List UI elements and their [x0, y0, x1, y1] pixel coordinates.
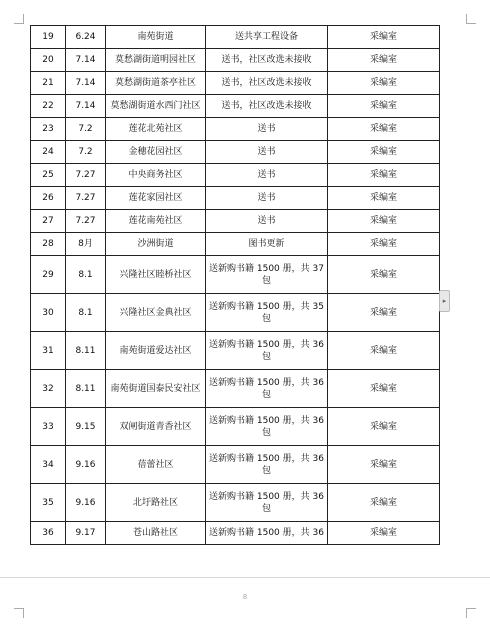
table-row [31, 210, 440, 233]
date-cell: 8.11 [66, 332, 106, 370]
date-cell: 6.24 [66, 26, 106, 49]
expand-handle-icon[interactable]: ▸ [439, 290, 450, 312]
date-cell: 7.2 [66, 118, 106, 141]
table-row [31, 26, 440, 49]
department-cell: 采编室 [328, 370, 440, 408]
date-cell: 8.1 [66, 294, 106, 332]
date-cell: 7.14 [66, 95, 106, 118]
location-cell: 莲花家园社区 [106, 187, 206, 210]
date-cell: 7.14 [66, 49, 106, 72]
page-corner-mark [466, 608, 476, 618]
location-cell: 兴隆社区睦桥社区 [106, 256, 206, 294]
location-cell: 蓓蕾社区 [106, 446, 206, 484]
location-cell: 莫愁湖街道茶亭社区 [106, 72, 206, 95]
row-number-cell: 22 [31, 95, 66, 118]
row-number-cell: 20 [31, 49, 66, 72]
table-row [31, 408, 440, 446]
date-cell: 9.15 [66, 408, 106, 446]
table-body [31, 26, 440, 545]
location-cell: 南苑街道爱达社区 [106, 332, 206, 370]
location-cell: 苍山路社区 [106, 522, 206, 545]
department-cell: 采编室 [328, 256, 440, 294]
department-cell: 采编室 [328, 49, 440, 72]
page-corner-mark [14, 608, 24, 618]
location-cell: 中央商务社区 [106, 164, 206, 187]
location-cell: 南苑街道 [106, 26, 206, 49]
content-cell: 送书，社区改选未接收 [206, 49, 328, 72]
date-cell: 8月 [66, 233, 106, 256]
row-number-cell: 34 [31, 446, 66, 484]
location-cell: 莲花北苑社区 [106, 118, 206, 141]
department-cell: 采编室 [328, 522, 440, 545]
department-cell: 采编室 [328, 141, 440, 164]
row-number-cell: 32 [31, 370, 66, 408]
table-row [31, 522, 440, 545]
page-corner-mark [466, 14, 476, 24]
table-row [31, 484, 440, 522]
department-cell: 采编室 [328, 484, 440, 522]
table-row [31, 118, 440, 141]
location-cell: 金穗花园社区 [106, 141, 206, 164]
date-cell: 9.16 [66, 446, 106, 484]
department-cell: 采编室 [328, 408, 440, 446]
location-cell: 莫愁湖街道水西门社区 [106, 95, 206, 118]
date-cell: 8.1 [66, 256, 106, 294]
row-number-cell: 33 [31, 408, 66, 446]
page-corner-mark [14, 14, 24, 24]
content-cell: 送新购书籍 1500 册，共 37 包 [206, 256, 328, 294]
content-cell: 送新购书籍 1500 册，共 36 包 [206, 408, 328, 446]
date-cell: 7.27 [66, 164, 106, 187]
content-cell: 送书，社区改选未接收 [206, 95, 328, 118]
department-cell: 采编室 [328, 26, 440, 49]
table-row [31, 141, 440, 164]
table-row [31, 187, 440, 210]
content-cell: 送书 [206, 210, 328, 233]
department-cell: 采编室 [328, 164, 440, 187]
table-row [31, 370, 440, 408]
table-row [31, 256, 440, 294]
date-cell: 7.27 [66, 210, 106, 233]
date-cell: 7.27 [66, 187, 106, 210]
table-row [31, 49, 440, 72]
content-cell: 送新购书籍 1500 册，共 36 包 [206, 446, 328, 484]
table-row [31, 164, 440, 187]
row-number-cell: 28 [31, 233, 66, 256]
content-cell: 送书，社区改选未接收 [206, 72, 328, 95]
table-row [31, 446, 440, 484]
location-cell: 北圩路社区 [106, 484, 206, 522]
content-cell: 图书更新 [206, 233, 328, 256]
department-cell: 采编室 [328, 95, 440, 118]
row-number-cell: 31 [31, 332, 66, 370]
content-cell: 送新购书籍 1500 册，共 36 包 [206, 332, 328, 370]
department-cell: 采编室 [328, 233, 440, 256]
department-cell: 采编室 [328, 118, 440, 141]
location-cell: 莲花南苑社区 [106, 210, 206, 233]
table-row [31, 332, 440, 370]
row-number-cell: 26 [31, 187, 66, 210]
content-cell: 送共享工程设备 [206, 26, 328, 49]
date-cell: 8.11 [66, 370, 106, 408]
date-cell: 9.17 [66, 522, 106, 545]
department-cell: 采编室 [328, 72, 440, 95]
department-cell: 采编室 [328, 294, 440, 332]
content-cell: 送书 [206, 187, 328, 210]
row-number-cell: 29 [31, 256, 66, 294]
content-cell: 送新购书籍 1500 册，共 36 包 [206, 370, 328, 408]
content-cell: 送新购书籍 1500 册，共 36 [206, 522, 328, 545]
table-row [31, 233, 440, 256]
date-cell: 7.2 [66, 141, 106, 164]
location-cell: 沙洲街道 [106, 233, 206, 256]
row-number-cell: 19 [31, 26, 66, 49]
content-cell: 送新购书籍 1500 册，共 36 包 [206, 484, 328, 522]
row-number-cell: 23 [31, 118, 66, 141]
row-number-cell: 25 [31, 164, 66, 187]
location-cell: 兴隆社区金典社区 [106, 294, 206, 332]
row-number-cell: 27 [31, 210, 66, 233]
department-cell: 采编室 [328, 332, 440, 370]
location-cell: 双闸街道青香社区 [106, 408, 206, 446]
row-number-cell: 36 [31, 522, 66, 545]
content-cell: 送新购书籍 1500 册，共 35 包 [206, 294, 328, 332]
date-cell: 7.14 [66, 72, 106, 95]
page-number: 8 [242, 593, 248, 601]
table-row [31, 72, 440, 95]
delivery-table [30, 25, 440, 545]
department-cell: 采编室 [328, 187, 440, 210]
row-number-cell: 24 [31, 141, 66, 164]
page-break-divider [0, 577, 490, 578]
table-row [31, 95, 440, 118]
content-cell: 送书 [206, 164, 328, 187]
date-cell: 9.16 [66, 484, 106, 522]
location-cell: 莫愁湖街道明园社区 [106, 49, 206, 72]
row-number-cell: 35 [31, 484, 66, 522]
location-cell: 南苑街道国泰民安社区 [106, 370, 206, 408]
content-cell: 送书 [206, 118, 328, 141]
department-cell: 采编室 [328, 210, 440, 233]
department-cell: 采编室 [328, 446, 440, 484]
table-row [31, 294, 440, 332]
row-number-cell: 21 [31, 72, 66, 95]
row-number-cell: 30 [31, 294, 66, 332]
content-cell: 送书 [206, 141, 328, 164]
